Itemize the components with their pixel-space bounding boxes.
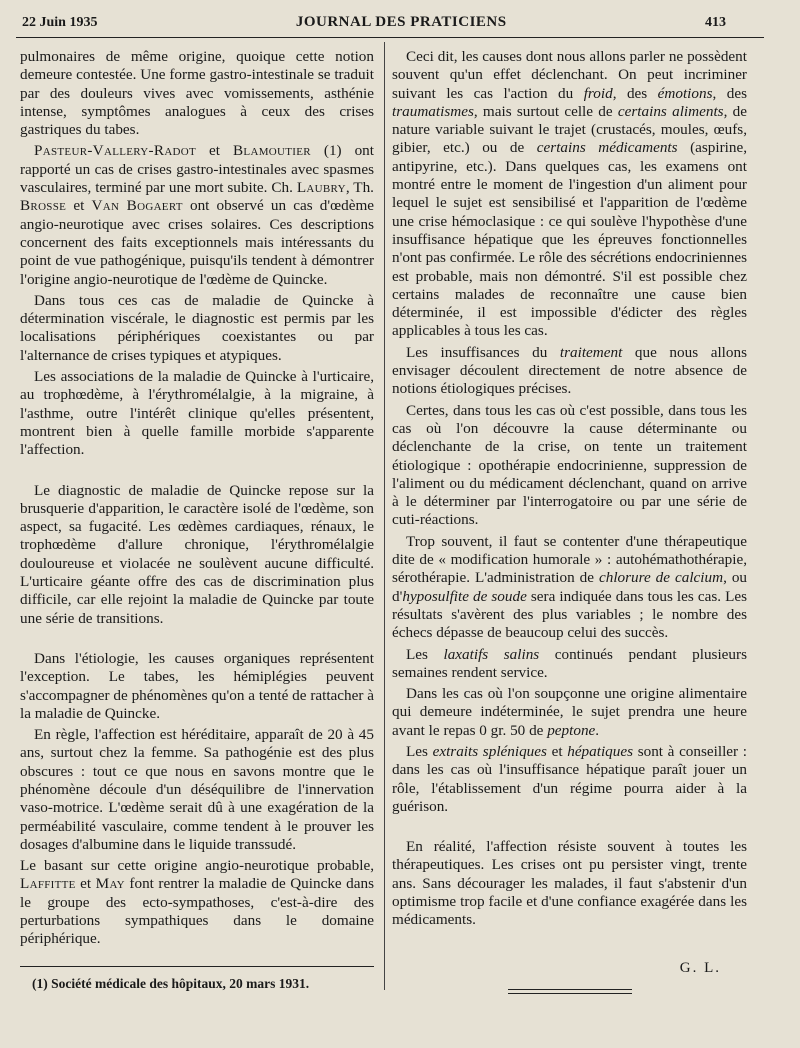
author-name: May: [95, 875, 125, 893]
end-rule: [508, 989, 632, 994]
author-name: Laubry: [296, 179, 346, 197]
paragraph: Trop souvent, il faut se contenter d'une thérapeutique dite de « modification humorale » : autohémathothérapie, sérothérapie. L'administration de chlorure de calcium, ou d'hyposulfite de soude sera indiquée dans tous les cas. Les résultats s'avèrent des plus variables ; le nombre des échecs dépasse de beaucoup celui des succès.: [392, 532, 748, 642]
paragraph: En réalité, l'affection résiste souvent à toutes les thérapeutiques. Les crises ont pu persister vingt, trente ans. Sans décourager les malades, il faut s'abstenir d'un optimisme trop facile et d'une confiance exagérée dans les médicaments.: [392, 838, 747, 929]
author-name: Brosse: [20, 197, 67, 215]
footnote: (1) Société médicale des hôpitaux, 20 mars 1931.: [32, 976, 310, 991]
page-number: 413: [704, 15, 726, 30]
footnote-rule: [20, 966, 374, 967]
paragraph: Dans tous ces cas de maladie de Quincke à détermination viscérale, le diagnostic est permis par les localisations périphériques coexistantes ou par l'alternance de crises typiques et atypiques.: [20, 291, 374, 364]
author-name: Blamoutier: [233, 142, 311, 160]
paragraph: Les associations de la maladie de Quincke à l'urticaire, au trophœdème, à l'érythromélalgie, à la migraine, à l'asthme, outre l'intérêt clinique qu'elles présentent, montrent bien à quelle famille morbide s'apparente l'affection.: [20, 368, 374, 459]
header-rule: [16, 37, 764, 38]
right-column: [392, 48, 747, 933]
page-header: [22, 14, 726, 36]
paragraph: Dans l'étiologie, les causes organiques représentent l'exception. Le tabes, les hémiplégies peuvent s'accompagner de phénomènes qu'on a tenté de rattacher à la maladie de Quincke.: [20, 649, 374, 722]
journal-title: JOURNAL DES PRATICIENS: [295, 14, 507, 30]
paragraph: En règle, l'affection est héréditaire, apparaît de 20 à 45 ans, surtout chez la femme. Sa pathogénie est des plus obscures : tout ce que nous en savons montre que le phénomène découle d'un déséquilibre de l'innervation vaso-motrice. L'œdème serait dû à une exagération de la perméabilité vasculaire, comme tendent à le prouver les dosages d'albumine dans le liquide transsudé.: [20, 726, 374, 853]
left-column: [20, 48, 374, 952]
signature-block: [392, 960, 747, 994]
paragraph: Le diagnostic de maladie de Quincke repose sur la brusquerie d'apparition, le caractère isolé de l'œdème, son aspect, sa fugacité. Les œdèmes cardiaques, rénaux, le trophœdème d'allure chronique, l'érythromélalgie douloureuse et violacée ne soulèvent aucune difficulté. L'urticaire géante offre des cas de discrimination plus difficile, car elle rejoint la maladie de Quincke par toute une série de transitions.: [20, 481, 374, 627]
column-divider: [384, 42, 385, 990]
paragraph: Dans les cas où l'on soupçonne une origine alimentaire qui demeure indéterminée, le sujet prendra une heure avant le repas 0 gr. 50 de peptone.: [392, 685, 747, 739]
author-name: Laffitte: [20, 875, 76, 893]
paragraph: Le basant sur cette origine angio-neurotique probable, Laffitte et May font rentrer la maladie de Quincke dans le groupe des ecto-sympathoses, c'est-à-dire des perturbations sympathiques dans le domaine périphérique.: [20, 857, 374, 948]
author-name: Van Bogaert: [91, 197, 183, 215]
paragraph: Ceci dit, les causes dont nous allons parler ne possèdent souvent qu'un effet déclenchant. On peut incriminer suivant les cas l'action du froid, des émotions, des traumatismes, mais surtout celle de certains aliments, de nature variable suivant le trajet (crustacés, moules, œufs, gibier, etc.) ou de certains médicaments (aspirine, antipyrine, etc.). Dans quelques cas, les examens ont montré entre le moment de l'ingestion d'un aliment pour lequel le sujet est sensibilisé et l'apparition de l'œdème une crise hémoclasique : ce qui soulève l'hypothèse d'une insuffisance hépatique que les épreuves fonctionnelles n'ont pas confirmée. Le rôle des sécrétions endocriniennes est probable, mais non démontré. S'il est possible chez certains malades de reconnaître une cause bien déterminée, il est impossible d'édicter des règles applicables à tous les cas.: [392, 48, 748, 340]
paragraph: pulmonaires de même origine, quoique cette notion demeure contestée. Une forme gastro-intestinale se traduit par des douleurs vives avec vomissements, asthénie intense, symptômes analogues à ceux des crises gastriques du tabes.: [20, 48, 374, 139]
author-signature: G. L.: [679, 960, 721, 976]
paragraph: Les extraits spléniques et hépatiques sont à conseiller : dans les cas où l'insuffisance hépatique paraît jouer un rôle, l'établissement d'un régime pourra aider à la guérison.: [392, 742, 747, 815]
paragraph: Les insuffisances du traitement que nous allons envisager découlent directement de notre absence de notions étiologiques précises.: [392, 343, 747, 398]
paragraph: Les laxatifs salins continués pendant plusieurs semaines rendent service.: [392, 645, 747, 681]
paragraph: Certes, dans tous les cas où c'est possible, dans tous les cas où l'on découvre la cause déterminante ou déclenchante de la crise, on tente un traitement étiologique : opothérapie endocrinienne, suppression de l'aliment ou du médicament déclenchant, quand on arrive à le déterminer par l'interrogatoire ou par une série de cuti-réactions.: [392, 401, 747, 529]
author-name: Pasteur-Vallery-Radot: [34, 142, 197, 160]
paragraph: Pasteur-Vallery-Radot et Blamoutier (1) ont rapporté un cas de crises gastro-intestinales avec spasmes vasculaires, terminé par une mort subite. Ch. Laubry, Th. Brosse et Van Bogaert ont observé un cas d'œdème angio-neurotique avec crises solaires. Ces descriptions concernent des faits exceptionnels mais intéressants du point de vue pathogénique, puisqu'ils tendent à démontrer l'origine angio-neurotique de l'œdème de Quincke.: [20, 142, 374, 288]
issue-date: 22 Juin 1935: [22, 15, 98, 30]
